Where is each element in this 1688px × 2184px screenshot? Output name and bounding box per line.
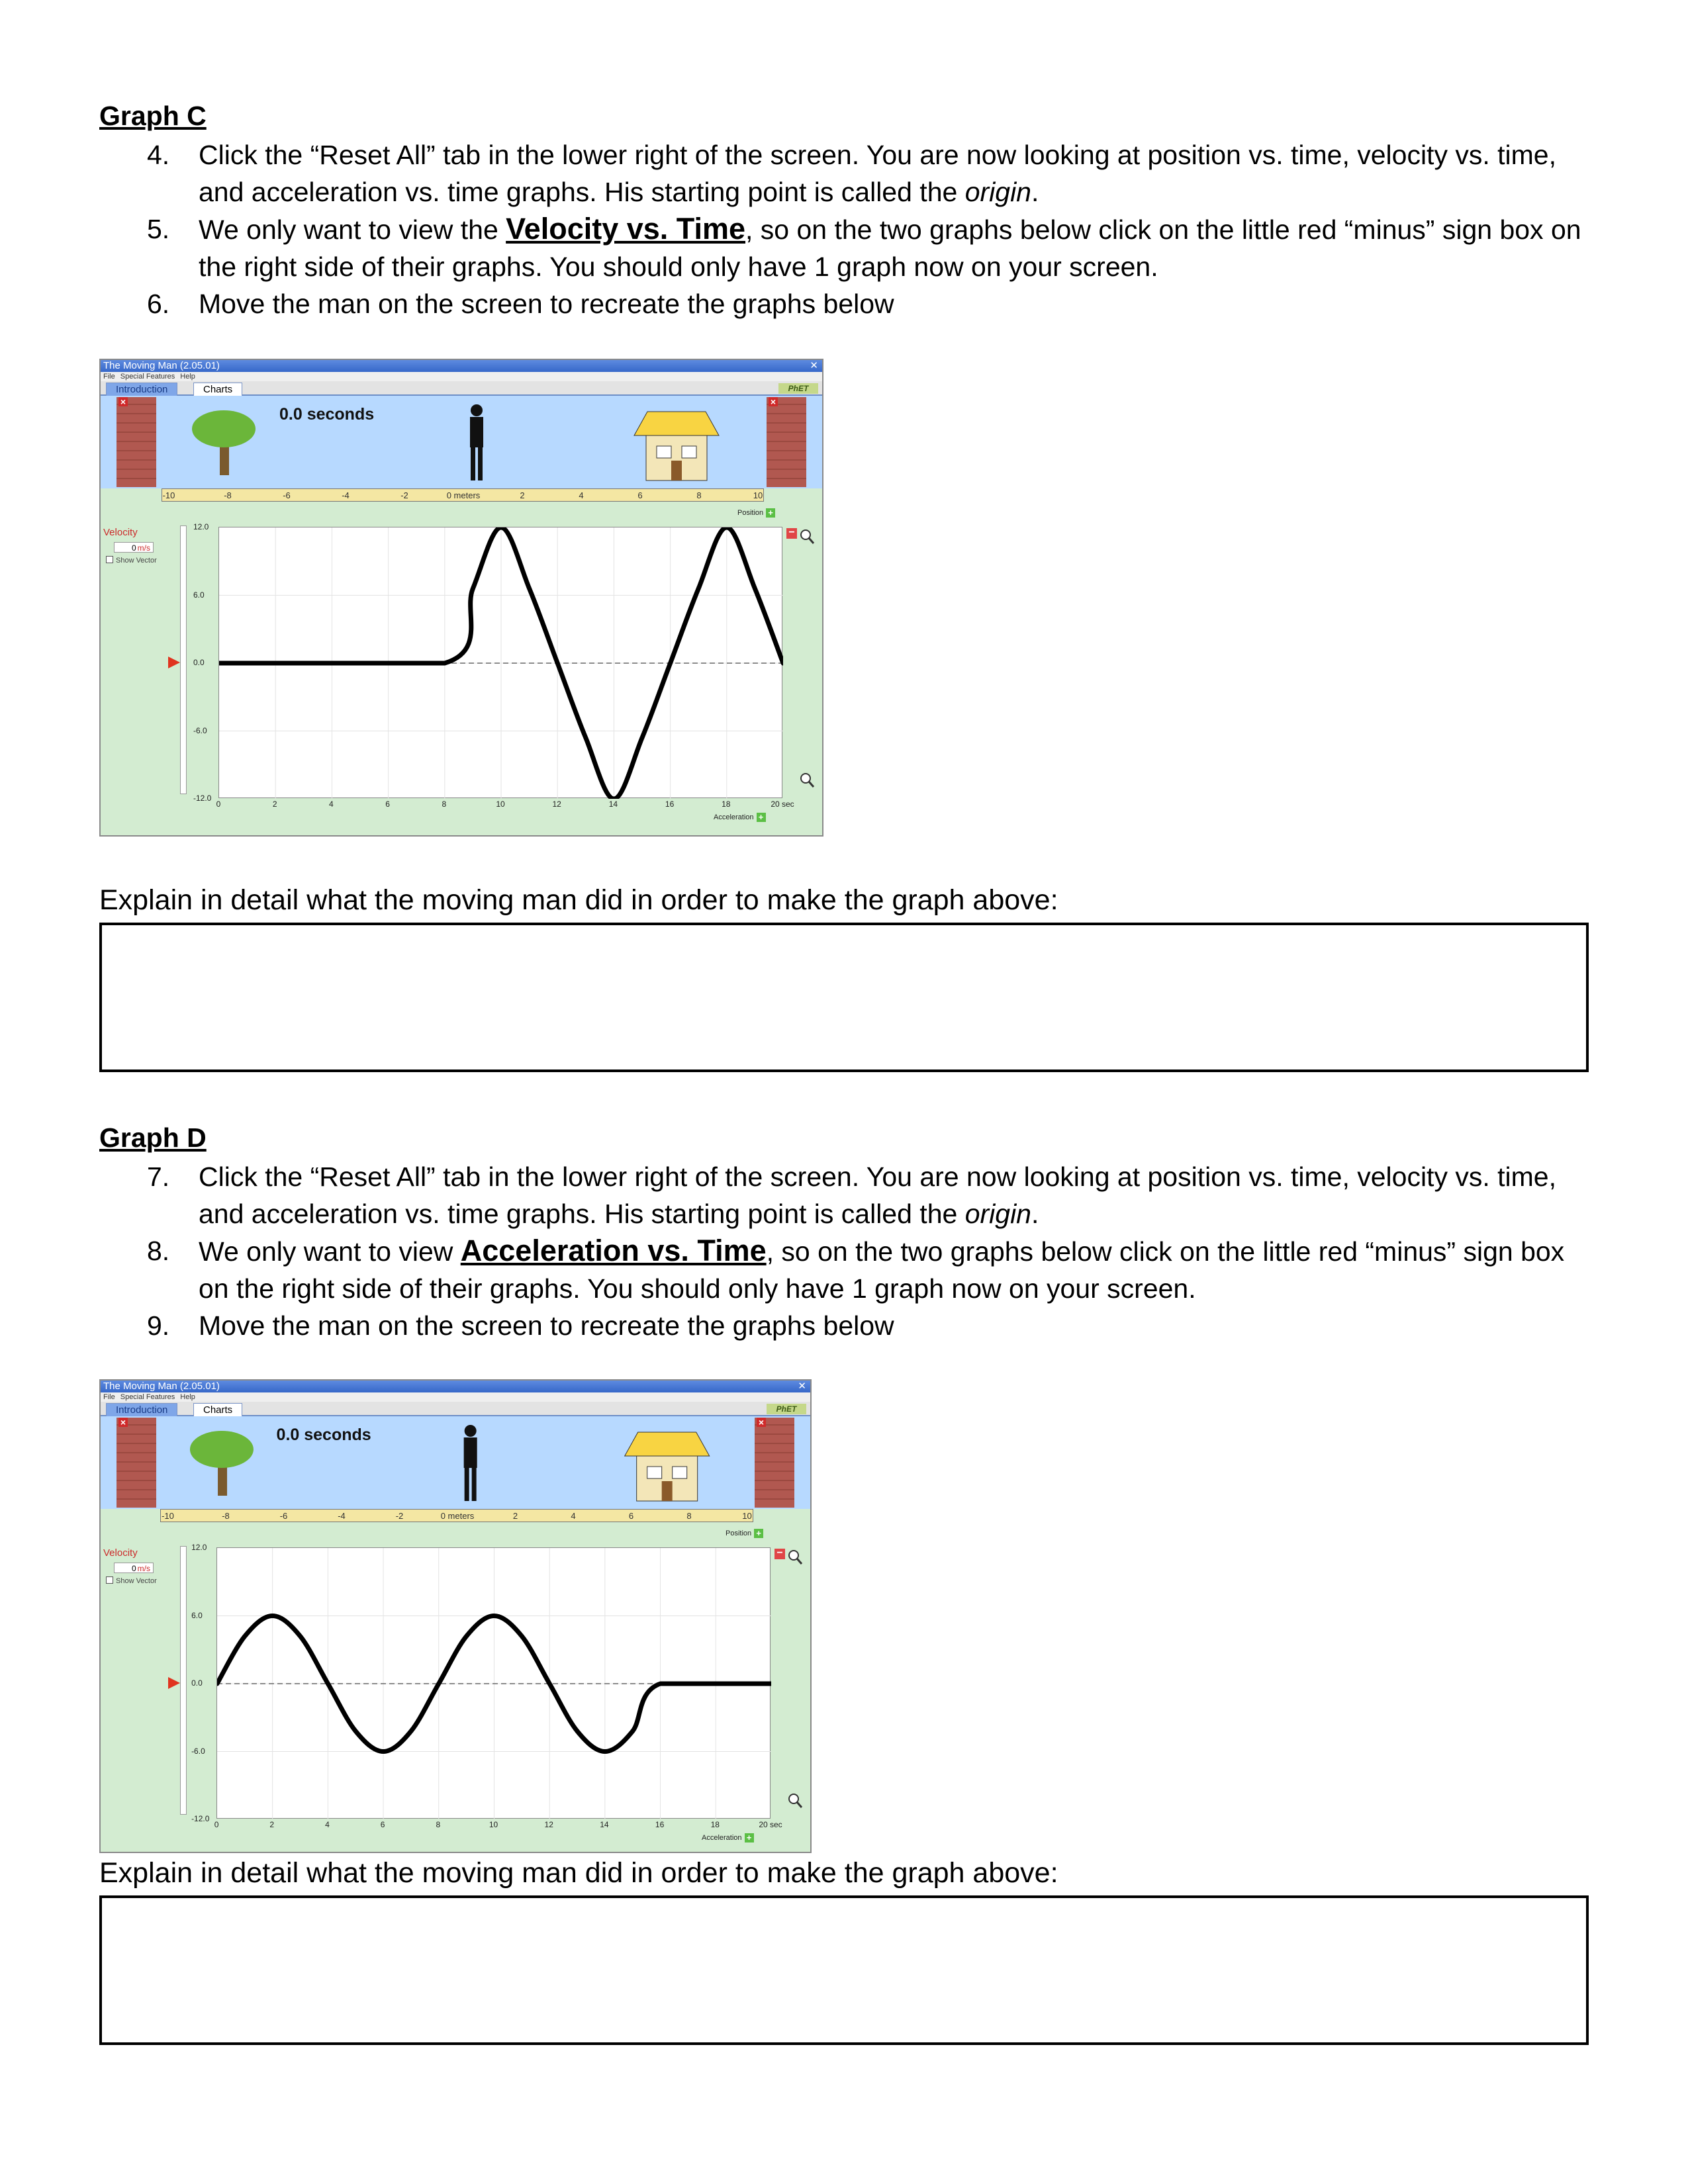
show-vector-label: Show Vector [116,557,157,565]
position-label: Position [726,1529,752,1537]
item-text-post: , so on the two graphs below click on the little red “minus” sign box on the right side of their graphs. You should only have 1 graph now on your screen. [199,214,1581,282]
ruler-tick-label: -10 [162,1511,174,1521]
ruler-tick-label: -8 [222,1511,230,1521]
menu-item[interactable]: File [103,373,115,381]
tab-charts[interactable]: Charts [193,383,242,396]
velocity-value: 0 [131,543,136,553]
position-ruler [162,488,764,502]
y-tick-label: -12.0 [191,1814,210,1823]
item-tail: . [1031,177,1039,207]
ruler-tick-label: -4 [338,1511,346,1521]
velocity-slider-track[interactable] [180,525,187,794]
tree-icon [190,1431,254,1496]
ruler-tick-label: 4 [571,1511,576,1521]
ruler-tick-label: 10 [742,1511,752,1521]
velocity-label: Velocity [103,1547,138,1559]
y-tick-label: -6.0 [193,725,207,735]
position-button[interactable] [726,1529,763,1538]
plus-icon[interactable]: + [745,1833,754,1843]
menu-bar [101,372,822,381]
graph-c-instructions [0,136,1688,322]
y-tick-label: 6.0 [193,590,205,600]
minus-icon[interactable]: − [774,1549,785,1559]
y-tick-label: 0.0 [191,1678,203,1688]
velocity-label: Velocity [103,527,138,538]
x-tick-label: 10 [496,799,505,809]
item-tail: . [1031,1199,1039,1229]
timer-readout: 0.0 seconds [276,1426,371,1444]
tab-bar [101,1402,810,1416]
y-tick-label: 0.0 [193,658,205,667]
graph-c-heading: Graph C [99,101,207,131]
y-tick-label: 12.0 [193,522,209,531]
zoom-icon[interactable] [786,1549,804,1566]
velocity-unit: m/s [137,1564,150,1573]
x-tick-label: 12 [544,1820,553,1829]
scene [101,396,822,488]
close-icon[interactable]: ✕ [798,1381,806,1392]
data-point [272,1615,273,1616]
y-tick-label: -6.0 [191,1746,205,1756]
menu-bar [101,1392,810,1402]
x-tick-label: 16 [665,799,675,809]
close-icon[interactable]: × [118,397,128,406]
velocity-slider-track[interactable] [180,1546,187,1815]
x-tick-label: 0 [214,1820,219,1829]
velocity-field[interactable] [114,1563,154,1573]
item-number: 7. [147,1161,170,1192]
graph-type-term: Acceleration vs. Time [460,1234,767,1267]
y-tick-label: 12.0 [191,1543,207,1552]
velocity-unit: m/s [137,543,150,553]
graph-d-heading: Graph D [99,1122,207,1153]
graph-svg [217,1548,771,1819]
slider-handle-arrow[interactable] [168,657,180,668]
velocity-value: 0 [131,1564,136,1573]
data-point [300,1636,301,1637]
graph-plot-area [218,527,782,798]
ruler-tick-label: 6 [637,490,643,500]
x-tick-label: 10 [489,1820,498,1829]
checkbox-icon[interactable] [106,556,113,563]
item-text: Move the man on the screen to recreate the graphs below [199,289,894,319]
checkbox-icon[interactable] [106,1576,113,1584]
plus-icon[interactable]: + [757,813,766,822]
item-emphasis: origin [964,1199,1031,1229]
acceleration-button[interactable] [702,1833,754,1843]
zoom-icon[interactable] [798,528,816,545]
position-label: Position [737,508,764,517]
acceleration-label: Acceleration [702,1833,742,1842]
item-number: 9. [147,1310,170,1341]
moving-man-screenshot-d [99,1379,812,1853]
x-tick-label: 18 [722,799,731,809]
x-tick-label: 18 [710,1820,720,1829]
ruler-tick-label: 8 [696,490,702,500]
x-tick-label: 12 [552,799,561,809]
ruler-tick-label: -10 [162,490,175,500]
data-point [670,663,671,664]
velocity-field[interactable] [114,542,154,553]
data-point [529,588,530,589]
graph-svg [219,527,783,799]
close-icon[interactable]: × [769,397,778,406]
item-number: 5. [147,214,170,244]
menu-item[interactable]: Help [180,1393,195,1401]
ruler-tick-label: -8 [224,490,232,500]
window-title: The Moving Man (2.05.01) [101,1381,810,1392]
x-tick-label: 0 [216,799,221,809]
data-point [557,663,558,664]
zoom-icon[interactable] [798,772,816,789]
data-point [698,588,699,589]
list-item [0,136,1589,210]
data-point [383,1751,384,1752]
tree-icon [192,410,256,475]
item-text: Click the “Reset All” tab in the lower right of the screen. You are now looking at position vs. time, velocity vs. time, and acceleration vs. time graphs. His starting point is called the [199,1161,1556,1229]
moving-man-icon[interactable] [470,404,483,480]
slider-handle-arrow[interactable] [168,1677,180,1689]
x-tick-label: 14 [608,799,618,809]
x-tick-label: 20 sec [771,799,794,809]
tab-introduction[interactable]: Introduction [106,383,177,396]
graph-c-prompt: Explain in detail what the moving man did in order to make the graph above: [99,884,1058,916]
x-tick-label: 14 [600,1820,609,1829]
data-point [604,1751,605,1752]
ruler-tick-label: 8 [686,1511,692,1521]
item-number: 6. [147,289,170,319]
list-item [0,1307,1589,1344]
zoom-icon[interactable] [786,1792,804,1809]
x-tick-label: 2 [272,799,277,809]
x-tick-label: 8 [442,799,447,809]
phet-logo: PhET [778,383,818,394]
x-tick-label: 16 [655,1820,665,1829]
graph-d-prompt: Explain in detail what the moving man did in order to make the graph above: [99,1857,1058,1889]
graph-c-answer-box[interactable] [99,923,1589,1072]
x-tick-label: 4 [325,1820,330,1829]
ruler-tick-label: -6 [279,1511,288,1521]
show-vector-checkbox[interactable] [106,556,157,565]
x-tick-label: 2 [269,1820,275,1829]
item-text: We only want to view the [199,214,506,245]
graph-d-instructions [0,1158,1688,1344]
phet-logo: PhET [767,1404,806,1414]
list-item [0,1232,1589,1307]
ruler-tick-label: -6 [283,490,291,500]
house-icon [625,1432,710,1501]
menu-item[interactable]: Special Features [120,1393,175,1401]
x-tick-label: 6 [380,1820,385,1829]
x-tick-label: 20 sec [759,1820,782,1829]
plus-icon[interactable]: + [766,508,775,518]
scene [101,1416,810,1509]
tab-charts[interactable]: Charts [193,1403,242,1416]
acceleration-button[interactable] [714,813,766,822]
timer-readout: 0.0 seconds [279,405,375,424]
close-icon[interactable]: × [757,1418,766,1427]
position-ruler [160,1509,753,1522]
show-vector-checkbox[interactable] [106,1576,157,1585]
ruler-tick-label: 4 [579,490,584,500]
menu-item[interactable]: Special Features [120,373,175,381]
graph-type-term: Velocity vs. Time [506,212,746,246]
tab-bar [101,381,822,396]
position-button[interactable] [737,508,775,518]
x-tick-label: 4 [329,799,334,809]
x-tick-label: 8 [436,1820,441,1829]
graph-d-answer-box[interactable] [99,1895,1589,2045]
ruler-tick-label: 0 meters [440,1511,475,1521]
plus-icon[interactable]: + [754,1529,763,1538]
menu-item[interactable]: Help [180,373,195,381]
data-point [585,737,586,738]
data-point [466,1636,467,1637]
close-icon[interactable]: ✕ [810,360,818,371]
item-text: Move the man on the screen to recreate the graphs below [199,1310,894,1341]
item-text: We only want to view [199,1236,461,1267]
item-number: 4. [147,140,170,170]
ruler-tick-label: 6 [628,1511,634,1521]
list-item [0,1158,1589,1232]
ruler-tick-label: 2 [512,1511,518,1521]
ruler-tick-label: -2 [400,490,408,500]
data-point [642,737,643,738]
tab-introduction[interactable]: Introduction [106,1403,177,1416]
moving-man-icon[interactable] [464,1425,477,1501]
y-tick-label: -12.0 [193,794,212,803]
ruler-tick-label: -4 [342,490,350,500]
menu-item[interactable]: File [103,1393,115,1401]
y-tick-label: 6.0 [191,1610,203,1620]
close-icon[interactable]: × [118,1418,128,1427]
x-tick-label: 6 [385,799,390,809]
data-point [444,663,445,664]
item-emphasis: origin [964,177,1031,207]
data-point [244,1636,245,1637]
acceleration-label: Acceleration [714,813,754,821]
list-item [0,210,1589,285]
ruler-tick-label: 10 [753,490,763,500]
list-item [0,285,1589,322]
item-number: 8. [147,1236,170,1266]
item-text: Click the “Reset All” tab in the lower right of the screen. You are now looking at position vs. time, velocity vs. time, and acceleration vs. time graphs. His starting point is called the [199,140,1556,207]
minus-icon[interactable]: − [786,528,797,539]
ruler-tick-label: 2 [520,490,525,500]
window-title: The Moving Man (2.05.01) [101,360,822,372]
ruler-tick-label: 0 meters [446,490,481,500]
graph-plot-area [216,1547,771,1819]
moving-man-screenshot-c [99,359,823,837]
show-vector-label: Show Vector [116,1577,157,1585]
house-icon [634,412,719,480]
item-text-post: , so on the two graphs below click on the little red “minus” sign box on the right side of their graphs. You should only have 1 graph now on your screen. [199,1236,1565,1304]
ruler-tick-label: -2 [395,1511,404,1521]
